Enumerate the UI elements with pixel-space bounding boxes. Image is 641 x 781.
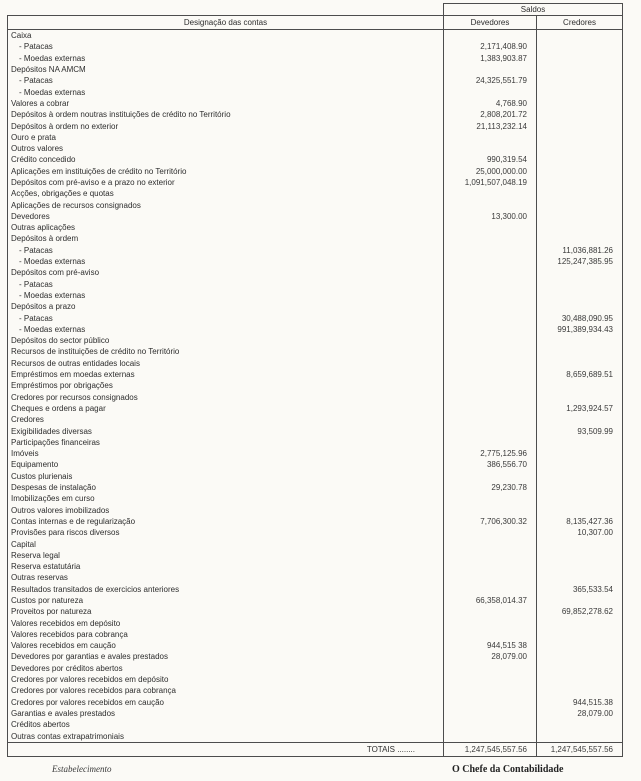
table-row <box>8 199 622 210</box>
totals-credores: 1,247,545,557.56 <box>536 743 622 756</box>
account-label: Depósitos à ordem <box>11 234 79 244</box>
credores-value <box>536 550 622 561</box>
account-label: Aplicações em instituições de crédito no Território <box>11 166 187 176</box>
devedores-value <box>443 143 536 154</box>
table-row <box>8 64 622 75</box>
credores-value <box>536 358 622 369</box>
credores-value: 991,389,934.43 <box>536 324 622 335</box>
devedores-value <box>443 403 536 414</box>
devedores-value <box>443 550 536 561</box>
credores-value <box>536 459 622 470</box>
account-label: Depósitos à ordem no exterior <box>11 121 119 131</box>
account-label: Resultados transitados de exercicios anteriores <box>11 584 180 594</box>
credores-value <box>536 572 622 583</box>
credores-value <box>536 437 622 448</box>
devedores-value <box>443 471 536 482</box>
credores-value: 1,293,924.57 <box>536 403 622 414</box>
account-label: Depósitos com pré-aviso <box>11 268 100 278</box>
account-label: Credores por valores recebidos em caução <box>11 697 164 707</box>
devedores-value: 25,000,000.00 <box>443 166 536 177</box>
devedores-value <box>443 606 536 617</box>
devedores-value <box>443 663 536 674</box>
account-label: Caixa <box>11 31 32 41</box>
credores-value <box>536 143 622 154</box>
account-label: Acções, obrigações e quotas <box>11 189 114 199</box>
table-row <box>8 459 622 470</box>
account-label: Equipamento <box>11 460 59 470</box>
devedores-value: 13,300.00 <box>443 211 536 222</box>
account-label: Depósitos com pré-aviso e a prazo no exterior <box>11 178 175 187</box>
table-row <box>8 504 622 515</box>
table-row <box>8 222 622 233</box>
page-footer <box>0 762 641 781</box>
table-row <box>8 177 622 188</box>
credores-value <box>536 629 622 640</box>
table-row <box>8 629 622 640</box>
devedores-value: 4,768.90 <box>443 98 536 109</box>
devedores-value <box>443 437 536 448</box>
table-row <box>8 403 622 414</box>
credores-value <box>536 719 622 730</box>
table-row <box>8 640 622 651</box>
header-top-left-empty <box>7 3 443 15</box>
account-label: Credores por valores recebidos para cobrança <box>11 686 176 696</box>
devedores-value <box>443 64 536 75</box>
table-row <box>8 697 622 708</box>
devedores-value: 386,556.70 <box>443 459 536 470</box>
designacao-header: Designação das contas <box>183 18 268 27</box>
credores-value <box>536 538 622 549</box>
account-label: Empréstimos em moedas externas <box>11 370 135 380</box>
credores-value: 125,247,385.95 <box>536 256 622 267</box>
account-label: Cheques e ordens a pagar <box>11 403 106 413</box>
table-row <box>8 482 622 493</box>
credores-header: Credores <box>536 16 622 29</box>
credores-value <box>536 674 622 685</box>
devedores-value: 24,325,551.79 <box>443 75 536 86</box>
table-row <box>8 53 622 64</box>
table-row <box>8 346 622 357</box>
table-row <box>8 132 622 143</box>
credores-value <box>536 561 622 572</box>
devedores-value <box>443 584 536 595</box>
devedores-value <box>443 504 536 515</box>
credores-value <box>536 471 622 482</box>
account-label: Imóveis <box>11 449 39 459</box>
table-row <box>8 279 622 290</box>
credores-value <box>536 211 622 222</box>
table-row <box>8 30 622 41</box>
devedores-value <box>443 572 536 583</box>
credores-value <box>536 290 622 301</box>
account-label: Recursos de instituições de crédito no Território <box>11 347 180 357</box>
totals-label: TOTAIS ........ <box>366 744 415 754</box>
credores-value <box>536 730 622 741</box>
account-label: Valores recebidos em depósito <box>11 618 121 628</box>
devedores-value <box>443 697 536 708</box>
devedores-value <box>443 188 536 199</box>
account-label: - Patacas <box>19 42 53 52</box>
table-row <box>8 437 622 448</box>
devedores-value <box>443 335 536 346</box>
credores-value: 944,515.38 <box>536 697 622 708</box>
account-label: Capital <box>11 539 36 549</box>
table-row <box>8 256 622 267</box>
table-row <box>8 561 622 572</box>
account-label: Custos por natureza <box>11 595 84 605</box>
devedores-value: 2,808,201.72 <box>443 109 536 120</box>
table-row <box>8 538 622 549</box>
devedores-value <box>443 358 536 369</box>
devedores-value <box>443 392 536 403</box>
devedores-value <box>443 86 536 97</box>
devedores-value: 2,775,125.96 <box>443 448 536 459</box>
table-row <box>8 380 622 391</box>
account-label: Outros valores <box>11 144 64 154</box>
table-row <box>8 324 622 335</box>
account-label: - Patacas <box>19 245 53 255</box>
table-row <box>8 584 622 595</box>
devedores-value <box>443 346 536 357</box>
devedores-value <box>443 222 536 233</box>
table-row <box>8 41 622 52</box>
account-label: Provisões para riscos diversos <box>11 528 120 538</box>
table-row <box>8 335 622 346</box>
credores-value <box>536 53 622 64</box>
account-label: Aplicações de recursos consignados <box>11 200 141 210</box>
devedores-value: 2,171,408.90 <box>443 41 536 52</box>
credores-value <box>536 199 622 210</box>
table-row <box>8 86 622 97</box>
devedores-value <box>443 730 536 741</box>
credores-value <box>536 279 622 290</box>
table-row <box>8 166 622 177</box>
account-label: Proveitos por natureza <box>11 607 92 617</box>
table-row <box>8 663 622 674</box>
table-row <box>8 425 622 436</box>
account-label: Valores a cobrar <box>11 98 70 108</box>
account-label: Valores recebidos em caução <box>11 641 116 651</box>
account-label: Exigibilidades diversas <box>11 426 92 436</box>
devedores-value <box>443 538 536 549</box>
account-label: Credores por valores recebidos em depósito <box>11 675 169 685</box>
totals-devedores: 1,247,545,557.56 <box>443 743 536 756</box>
credores-value <box>536 651 622 662</box>
devedores-value <box>443 245 536 256</box>
credores-value <box>536 617 622 628</box>
account-label: Devedores <box>11 211 50 221</box>
account-label: Credores <box>11 415 44 425</box>
devedores-value <box>443 685 536 696</box>
account-label: Ouro e prata <box>11 132 56 142</box>
devedores-value <box>443 369 536 380</box>
devedores-value <box>443 199 536 210</box>
account-label: Reserva legal <box>11 550 60 560</box>
account-label: Recursos de outras entidades locais <box>11 358 140 368</box>
table-row <box>8 301 622 312</box>
table-row <box>8 617 622 628</box>
credores-value <box>536 98 622 109</box>
account-label: Valores recebidos para cobrança <box>11 629 128 639</box>
account-label: Depósitos do sector público <box>11 336 110 346</box>
account-label: Devedores por garantias e avales prestados <box>11 652 168 662</box>
table-row <box>8 685 622 696</box>
devedores-value <box>443 414 536 425</box>
table-row <box>8 595 622 606</box>
devedores-value <box>443 629 536 640</box>
account-label: - Moedas externas <box>19 257 86 267</box>
table-row <box>8 143 622 154</box>
table-row <box>8 527 622 538</box>
table-row <box>8 98 622 109</box>
credores-value <box>536 335 622 346</box>
account-label: Empréstimos por obrigações <box>11 381 113 391</box>
account-label: - Patacas <box>19 313 53 323</box>
credores-value: 30,488,090.95 <box>536 312 622 323</box>
table-row <box>8 674 622 685</box>
table-row <box>8 550 622 561</box>
footer-right-title: O Chefe da Contabilidade <box>452 764 564 775</box>
credores-value: 28,079.00 <box>536 708 622 719</box>
account-rows <box>8 30 622 742</box>
account-label: Imobilizações em curso <box>11 494 95 504</box>
devedores-value: 28,079.00 <box>443 651 536 662</box>
table-row <box>8 516 622 527</box>
table-row <box>8 651 622 662</box>
credores-value: 11,036,881.26 <box>536 245 622 256</box>
table-row <box>8 392 622 403</box>
devedores-value <box>443 617 536 628</box>
account-label: Credores por recursos consignados <box>11 392 138 402</box>
table-row <box>8 109 622 120</box>
credores-value <box>536 177 622 188</box>
table-row <box>8 730 622 741</box>
table-row <box>8 290 622 301</box>
account-label: - Patacas <box>19 279 53 289</box>
table-row <box>8 606 622 617</box>
devedores-value <box>443 132 536 143</box>
devedores-value: 7,706,300.32 <box>443 516 536 527</box>
credores-value <box>536 301 622 312</box>
devedores-value <box>443 674 536 685</box>
saldos-header: Saldos <box>443 3 623 15</box>
account-label: Depósitos à ordem noutras instituições de crédito no Território <box>11 110 231 120</box>
account-label: Custos plurienais <box>11 471 73 481</box>
credores-value <box>536 504 622 515</box>
account-label: Devedores por créditos abertos <box>11 663 123 673</box>
devedores-value: 29,230.78 <box>443 482 536 493</box>
credores-value <box>536 448 622 459</box>
credores-value <box>536 222 622 233</box>
credores-value <box>536 120 622 131</box>
account-label: Créditos abertos <box>11 720 70 730</box>
table-row <box>8 708 622 719</box>
credores-value <box>536 166 622 177</box>
devedores-value <box>443 493 536 504</box>
devedores-value <box>443 279 536 290</box>
devedores-value <box>443 324 536 335</box>
account-label: Outras reservas <box>11 573 68 583</box>
balance-sheet-table <box>7 3 623 757</box>
table-row <box>8 233 622 244</box>
account-label: - Moedas externas <box>19 290 86 300</box>
account-label: Depósitos NA AMCM <box>11 65 86 75</box>
devedores-value <box>443 301 536 312</box>
devedores-value <box>443 527 536 538</box>
account-label: Contas internas e de regularização <box>11 516 136 526</box>
account-label: - Moedas externas <box>19 324 86 334</box>
devedores-value <box>443 256 536 267</box>
devedores-value <box>443 267 536 278</box>
table-row <box>8 369 622 380</box>
credores-value <box>536 380 622 391</box>
credores-value <box>536 188 622 199</box>
credores-value <box>536 154 622 165</box>
credores-value <box>536 414 622 425</box>
account-label: - Moedas externas <box>19 53 86 63</box>
credores-value <box>536 392 622 403</box>
table-body-frame <box>7 15 623 757</box>
devedores-value <box>443 233 536 244</box>
table-row <box>8 448 622 459</box>
account-label: Crédito concedido <box>11 155 76 165</box>
devedores-value <box>443 719 536 730</box>
devedores-value <box>443 312 536 323</box>
account-label: Reserva estatutária <box>11 562 81 572</box>
table-row <box>8 120 622 131</box>
table-row <box>8 245 622 256</box>
table-row <box>8 154 622 165</box>
credores-value: 8,135,427.36 <box>536 516 622 527</box>
table-row <box>8 471 622 482</box>
table-row <box>8 312 622 323</box>
account-label: - Moedas externas <box>19 87 86 97</box>
credores-value <box>536 75 622 86</box>
credores-value <box>536 640 622 651</box>
credores-value <box>536 132 622 143</box>
devedores-value <box>443 708 536 719</box>
credores-value <box>536 482 622 493</box>
account-label: Depósitos a prazo <box>11 302 76 312</box>
credores-value <box>536 595 622 606</box>
account-label: Outras contas extrapatrimoniais <box>11 731 124 741</box>
table-row <box>8 719 622 730</box>
devedores-value <box>443 380 536 391</box>
credores-value: 8,659,689.51 <box>536 369 622 380</box>
devedores-value: 990,319.54 <box>443 154 536 165</box>
devedores-value <box>443 425 536 436</box>
totals-row <box>8 742 622 756</box>
credores-value: 93,509.99 <box>536 425 622 436</box>
credores-value: 365,533.54 <box>536 584 622 595</box>
devedores-value <box>443 30 536 41</box>
devedores-value <box>443 290 536 301</box>
credores-value <box>536 346 622 357</box>
saldos-header-row <box>7 3 623 15</box>
table-row <box>8 188 622 199</box>
credores-value <box>536 685 622 696</box>
account-label: Participações financeiras <box>11 437 100 447</box>
credores-value: 10,307.00 <box>536 527 622 538</box>
devedores-value: 944,515 38 <box>443 640 536 651</box>
table-row <box>8 572 622 583</box>
table-row <box>8 493 622 504</box>
devedores-value: 21,113,232.14 <box>443 120 536 131</box>
table-row <box>8 211 622 222</box>
credores-value <box>536 86 622 97</box>
devedores-value: 66,358,014.37 <box>443 595 536 606</box>
credores-value <box>536 267 622 278</box>
credores-value <box>536 109 622 120</box>
devedores-value <box>443 561 536 572</box>
credores-value <box>536 41 622 52</box>
table-row <box>8 75 622 86</box>
account-label: Outros valores imobilizados <box>11 505 110 515</box>
account-label: Despesas de instalação <box>11 483 96 493</box>
devedores-value: 1,091,507,048.19 <box>443 177 536 188</box>
footer-left-signature: Estabelecimento <box>52 764 112 774</box>
devedores-header: Devedores <box>443 16 536 29</box>
account-label: - Patacas <box>19 76 53 86</box>
credores-value <box>536 663 622 674</box>
account-label: Outras aplicações <box>11 223 76 233</box>
credores-value <box>536 30 622 41</box>
account-label: Garantias e avales prestados <box>11 708 116 718</box>
table-row <box>8 358 622 369</box>
column-headers-row <box>8 16 622 30</box>
devedores-value: 1,383,903.87 <box>443 53 536 64</box>
credores-value <box>536 233 622 244</box>
table-row <box>8 414 622 425</box>
credores-value <box>536 493 622 504</box>
credores-value <box>536 64 622 75</box>
credores-value: 69,852,278.62 <box>536 606 622 617</box>
table-row <box>8 267 622 278</box>
